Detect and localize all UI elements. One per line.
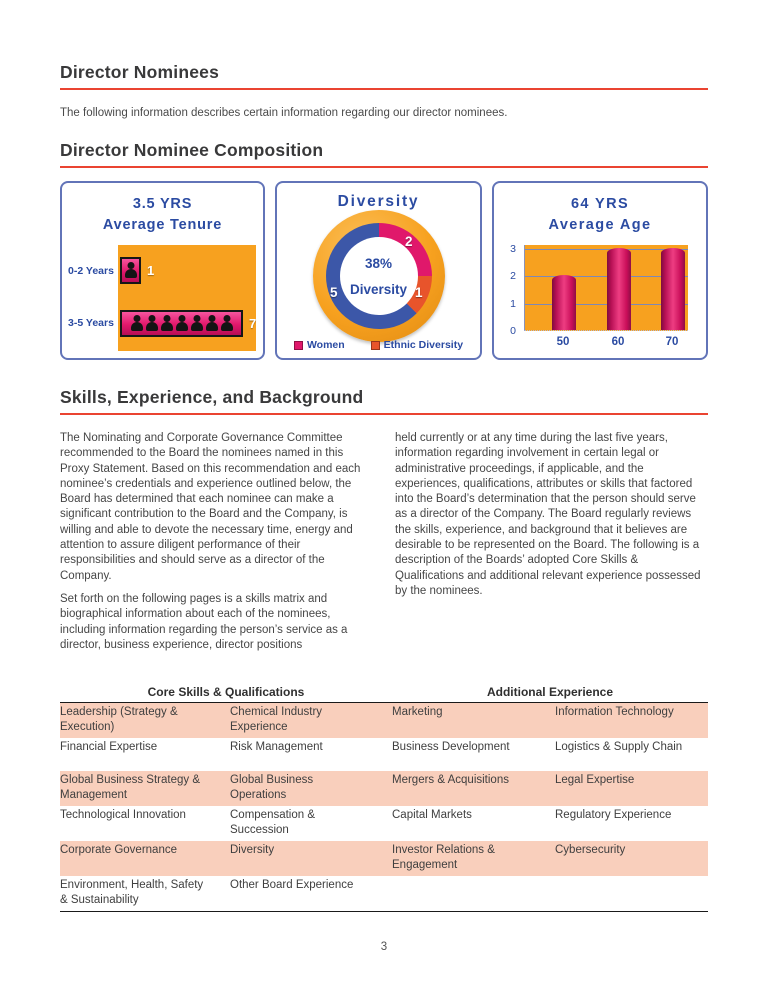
person-icon bbox=[161, 315, 173, 332]
paragraph: The Nominating and Corporate Governance Committee recommended to the Board the nominees named in this Proxy Statement. Based on this recommendation and each nominee’s credentials and experience outlined below, the Board has determined that each nominee can make a significant contribution to the Board and the Company, is willing and able to devote the necessary time, energy and attention to assure diligent performance of their responsibilities and should serve as a director of the Company. bbox=[60, 432, 361, 582]
donut-segments bbox=[326, 223, 432, 329]
section-rule bbox=[60, 166, 708, 168]
table-cell: Chemical Industry Experience bbox=[230, 706, 323, 733]
age-bar bbox=[552, 275, 576, 330]
tenure-chart bbox=[60, 181, 265, 360]
donut-slice-value: 2 bbox=[405, 234, 413, 250]
table-cell: Regulatory Experience bbox=[555, 809, 672, 821]
skills-body-columns bbox=[60, 431, 708, 673]
tenure-bar bbox=[120, 310, 243, 337]
tenure-bar-value: 7 bbox=[249, 316, 257, 331]
skills-table-header bbox=[60, 685, 708, 703]
legend-label: Ethnic Diversity bbox=[383, 339, 464, 351]
donut-slice-value: 1 bbox=[414, 284, 423, 300]
donut-center-label: Diversity bbox=[349, 281, 408, 297]
table-cell: Risk Management bbox=[230, 741, 323, 753]
table-cell bbox=[555, 878, 708, 908]
group-header-additional-experience: Additional Experience bbox=[486, 685, 614, 699]
table-cell: Legal Expertise bbox=[555, 774, 635, 786]
table-cell: Logistics & Supply Chain bbox=[555, 741, 683, 753]
section-title-composition: Director Nominee Composition bbox=[60, 140, 324, 160]
legend-item bbox=[371, 339, 463, 351]
diversity-chart bbox=[275, 181, 482, 360]
tenure-bar bbox=[120, 257, 141, 284]
table-row bbox=[60, 806, 708, 841]
y-axis-tick-label: 3 bbox=[510, 243, 516, 255]
legend-swatch-icon bbox=[294, 341, 303, 350]
section-title-skills: Skills, Experience, and Background bbox=[60, 387, 364, 407]
tenure-category-label: 0-2 Years bbox=[68, 265, 114, 277]
tenure-category-label: 3-5 Years bbox=[68, 317, 114, 329]
age-chart bbox=[492, 181, 708, 360]
section-skills bbox=[60, 387, 708, 415]
x-axis-tick-label: 70 bbox=[665, 336, 679, 348]
table-cell: Other Board Experience bbox=[230, 879, 354, 891]
table-cell: Compensation & Succession bbox=[230, 809, 316, 836]
table-row bbox=[60, 738, 708, 771]
table-cell: Investor Relations & Engagement bbox=[392, 844, 495, 871]
skills-table-body bbox=[60, 703, 708, 911]
composition-panels bbox=[60, 181, 708, 360]
legend-swatch-icon bbox=[371, 341, 380, 350]
table-cell: Diversity bbox=[230, 844, 275, 856]
table-cell: Information Technology bbox=[555, 706, 674, 718]
person-icon bbox=[176, 315, 188, 332]
legend-label: Women bbox=[306, 339, 345, 351]
skills-table bbox=[60, 685, 708, 912]
table-cell: Mergers & Acquisitions bbox=[392, 774, 509, 786]
table-row bbox=[60, 841, 708, 876]
section-composition bbox=[60, 140, 708, 168]
age-title: 64 YRS bbox=[570, 196, 630, 212]
table-cell: Global Business Strategy & Management bbox=[60, 774, 200, 801]
table-cell bbox=[392, 878, 555, 908]
y-axis-tick-label: 1 bbox=[510, 297, 516, 310]
age-bar bbox=[607, 248, 631, 330]
paragraph: Set forth on the following pages is a skills matrix and biographical information about each of the nominees, including information regarding the person’s service as a director, business experience, director positions bbox=[60, 592, 348, 651]
table-cell: Business Development bbox=[392, 741, 510, 753]
table-cell: Corporate Governance bbox=[60, 844, 177, 856]
donut-slice-value: 5 bbox=[330, 284, 338, 300]
tenure-title: 3.5 YRS bbox=[132, 196, 193, 212]
section-title-director-nominees: Director Nominees bbox=[60, 62, 220, 82]
table-cell: Cybersecurity bbox=[555, 844, 626, 856]
skills-column-left bbox=[60, 431, 362, 673]
table-cell: Global Business Operations bbox=[230, 774, 314, 801]
person-icon bbox=[125, 262, 137, 279]
person-icon bbox=[146, 315, 158, 332]
age-subtitle: Average Age bbox=[548, 217, 652, 233]
person-icon bbox=[131, 315, 143, 332]
table-cell: Leadership (Strategy & Execution) bbox=[60, 706, 178, 733]
y-axis-tick-label: 0 bbox=[510, 325, 516, 337]
intro-text: The following information describes certain information regarding our director nominees. bbox=[60, 107, 508, 119]
table-cell: Marketing bbox=[392, 706, 443, 718]
section-rule bbox=[60, 88, 708, 90]
person-icon bbox=[221, 315, 233, 332]
age-bar bbox=[661, 248, 685, 330]
x-axis-tick-label: 50 bbox=[556, 336, 570, 348]
table-row bbox=[60, 771, 708, 806]
skills-column-right bbox=[395, 431, 708, 673]
tenure-subtitle: Average Tenure bbox=[102, 217, 223, 233]
paragraph: held currently or at any time during the last five years, information regarding involvement in certain legal or administrative proceedings, if applicable, and the experiences, qualifications, attributes or skills that factored into the Board’s determination that the person should serve as a director of the Company. The Board regularly reviews the skills, experience, and background that it believes are desirable to be represented on the Board. The following is a description of the Boards’ adopted Core Skills & Qualifications and additional relevant experience possessed by the nominees. bbox=[395, 432, 701, 597]
x-axis-tick-label: 60 bbox=[611, 336, 625, 348]
person-icon bbox=[191, 315, 203, 332]
table-cell: Environment, Health, Safety & Sustainability bbox=[60, 879, 204, 906]
table-cell: Technological Innovation bbox=[60, 809, 186, 821]
donut-chart bbox=[313, 210, 445, 342]
y-axis-tick-label: 2 bbox=[510, 270, 516, 283]
age-plot bbox=[524, 245, 688, 331]
diversity-title: Diversity bbox=[337, 193, 420, 210]
section-director-nominees bbox=[60, 0, 708, 90]
section-rule bbox=[60, 413, 708, 415]
person-icon bbox=[206, 315, 218, 332]
donut-legend bbox=[277, 339, 480, 351]
legend-item bbox=[294, 339, 345, 351]
table-row bbox=[60, 876, 708, 911]
group-header-core-skills: Core Skills & Qualifications bbox=[147, 685, 305, 699]
table-cell: Financial Expertise bbox=[60, 741, 158, 753]
table-cell: Capital Markets bbox=[392, 809, 472, 821]
page-content bbox=[60, 0, 708, 912]
table-row bbox=[60, 703, 708, 738]
donut-center-value: 38% bbox=[364, 255, 393, 271]
page-number: 3 bbox=[380, 941, 388, 953]
tenure-bar-value: 1 bbox=[147, 263, 155, 278]
